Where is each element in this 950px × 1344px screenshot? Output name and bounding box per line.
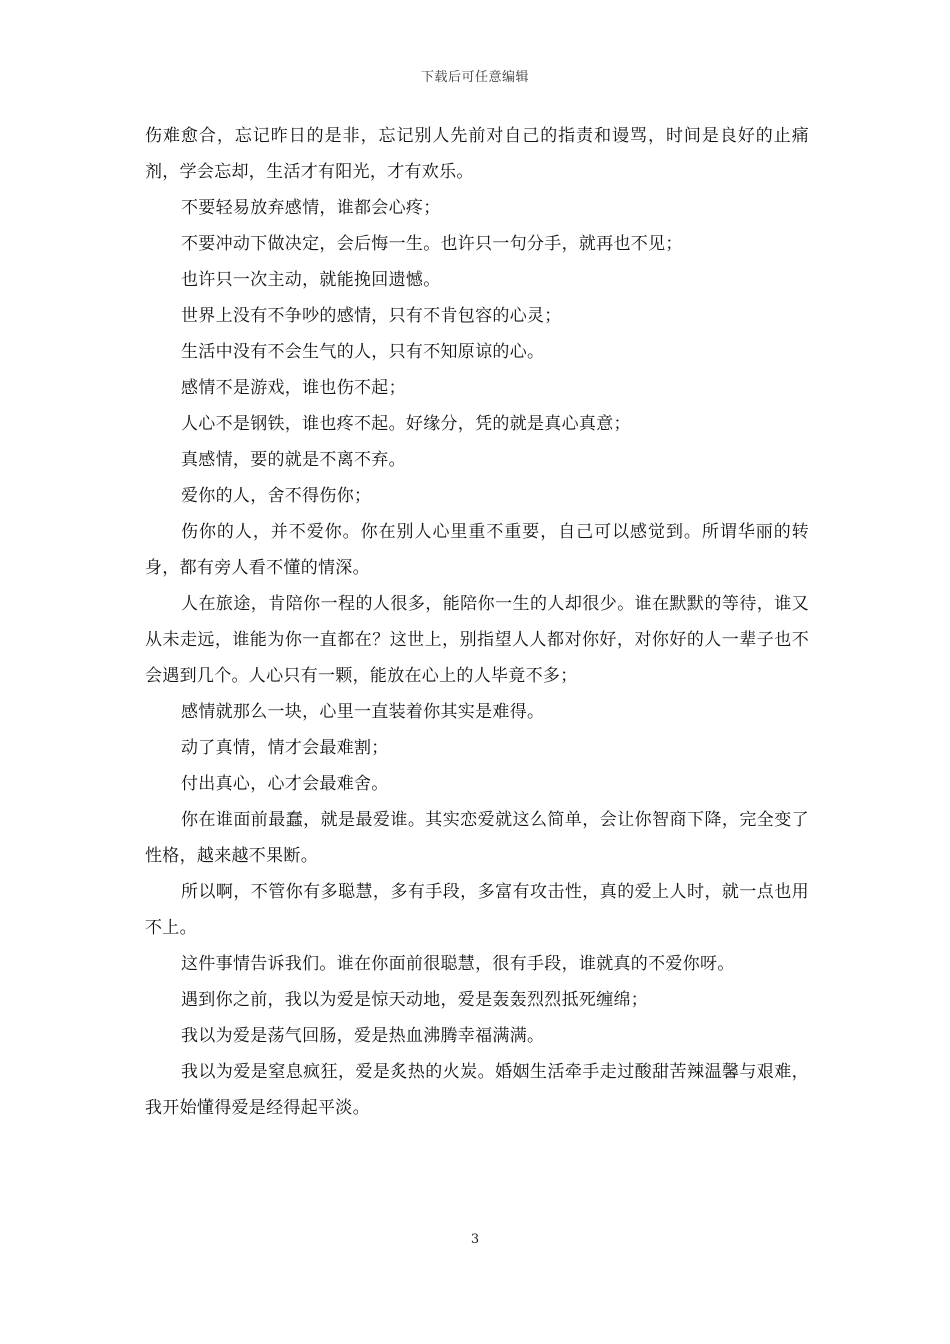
paragraph: 伤难愈合，忘记昨日的是非，忘记别人先前对自己的指责和谩骂，时间是良好的止痛剂，学会忘却，生活才有阳光，才有欢乐。 — [145, 126, 809, 182]
paragraph: 爱你的人，舍不得伤你； — [181, 486, 372, 506]
paragraph: 付出真心，心才会最难舍。 — [181, 774, 389, 794]
paragraph: 人在旅途，肯陪你一程的人很多，能陪你一生的人却很少。谁在默默的等待，谁又从未走远，谁能为你一直都在？这世上，别指望人人都对你好，对你好的人一辈子也不会遇到几个。人心只有一颗，能放在心上的人毕竟不多； — [145, 594, 809, 686]
paragraph: 所以啊，不管你有多聪慧，多有手段，多富有攻击性，真的爱上人时，就一点也用不上。 — [145, 882, 809, 938]
paragraph: 伤你的人，并不爱你。你在别人心里重不重要，自己可以感觉到。所谓华丽的转身，都有旁人看不懂的情深。 — [145, 522, 809, 578]
paragraph: 人心不是钢铁，谁也疼不起。好缘分，凭的就是真心真意； — [181, 414, 631, 434]
paragraph: 生活中没有不会生气的人，只有不知原谅的心。 — [181, 342, 545, 362]
page-header: 下载后可任意编辑 — [420, 70, 529, 85]
paragraph: 真感情，要的就是不离不弃。 — [181, 450, 406, 470]
paragraph: 遇到你之前，我以为爱是惊天动地，爱是轰轰烈烈抵死缠绵； — [181, 990, 649, 1010]
paragraph: 动了真情，情才会最难割； — [181, 738, 389, 758]
paragraph: 这件事情告诉我们。谁在你面前很聪慧，很有手段，谁就真的不爱你呀。 — [181, 954, 735, 974]
paragraph: 感情就那么一块，心里一直装着你其实是难得。 — [181, 702, 545, 722]
paragraph: 不要轻易放弃感情，谁都会心疼； — [181, 198, 441, 218]
page-number: 3 — [470, 1232, 480, 1247]
paragraph: 你在谁面前最蠢，就是最爱谁。其实恋爱就这么简单，会让你智商下降，完全变了性格，越来越不果断。 — [145, 810, 809, 866]
paragraph: 不要冲动下做决定，会后悔一生。也许只一句分手，就再也不见； — [181, 234, 683, 254]
paragraph: 也许只一次主动，就能挽回遗憾。 — [181, 270, 441, 290]
paragraph: 我以为爱是窒息疯狂，爱是炙热的火炭。婚姻生活牵手走过酸甜苦辣温馨与艰难，我开始懂得爱是经得起平淡。 — [145, 1062, 809, 1118]
document-body — [145, 118, 809, 1126]
paragraph: 我以为爱是荡气回肠，爱是热血沸腾幸福满满。 — [181, 1026, 545, 1046]
paragraph: 世界上没有不争吵的感情，只有不肯包容的心灵； — [181, 306, 562, 326]
paragraph: 感情不是游戏，谁也伤不起； — [181, 378, 406, 398]
